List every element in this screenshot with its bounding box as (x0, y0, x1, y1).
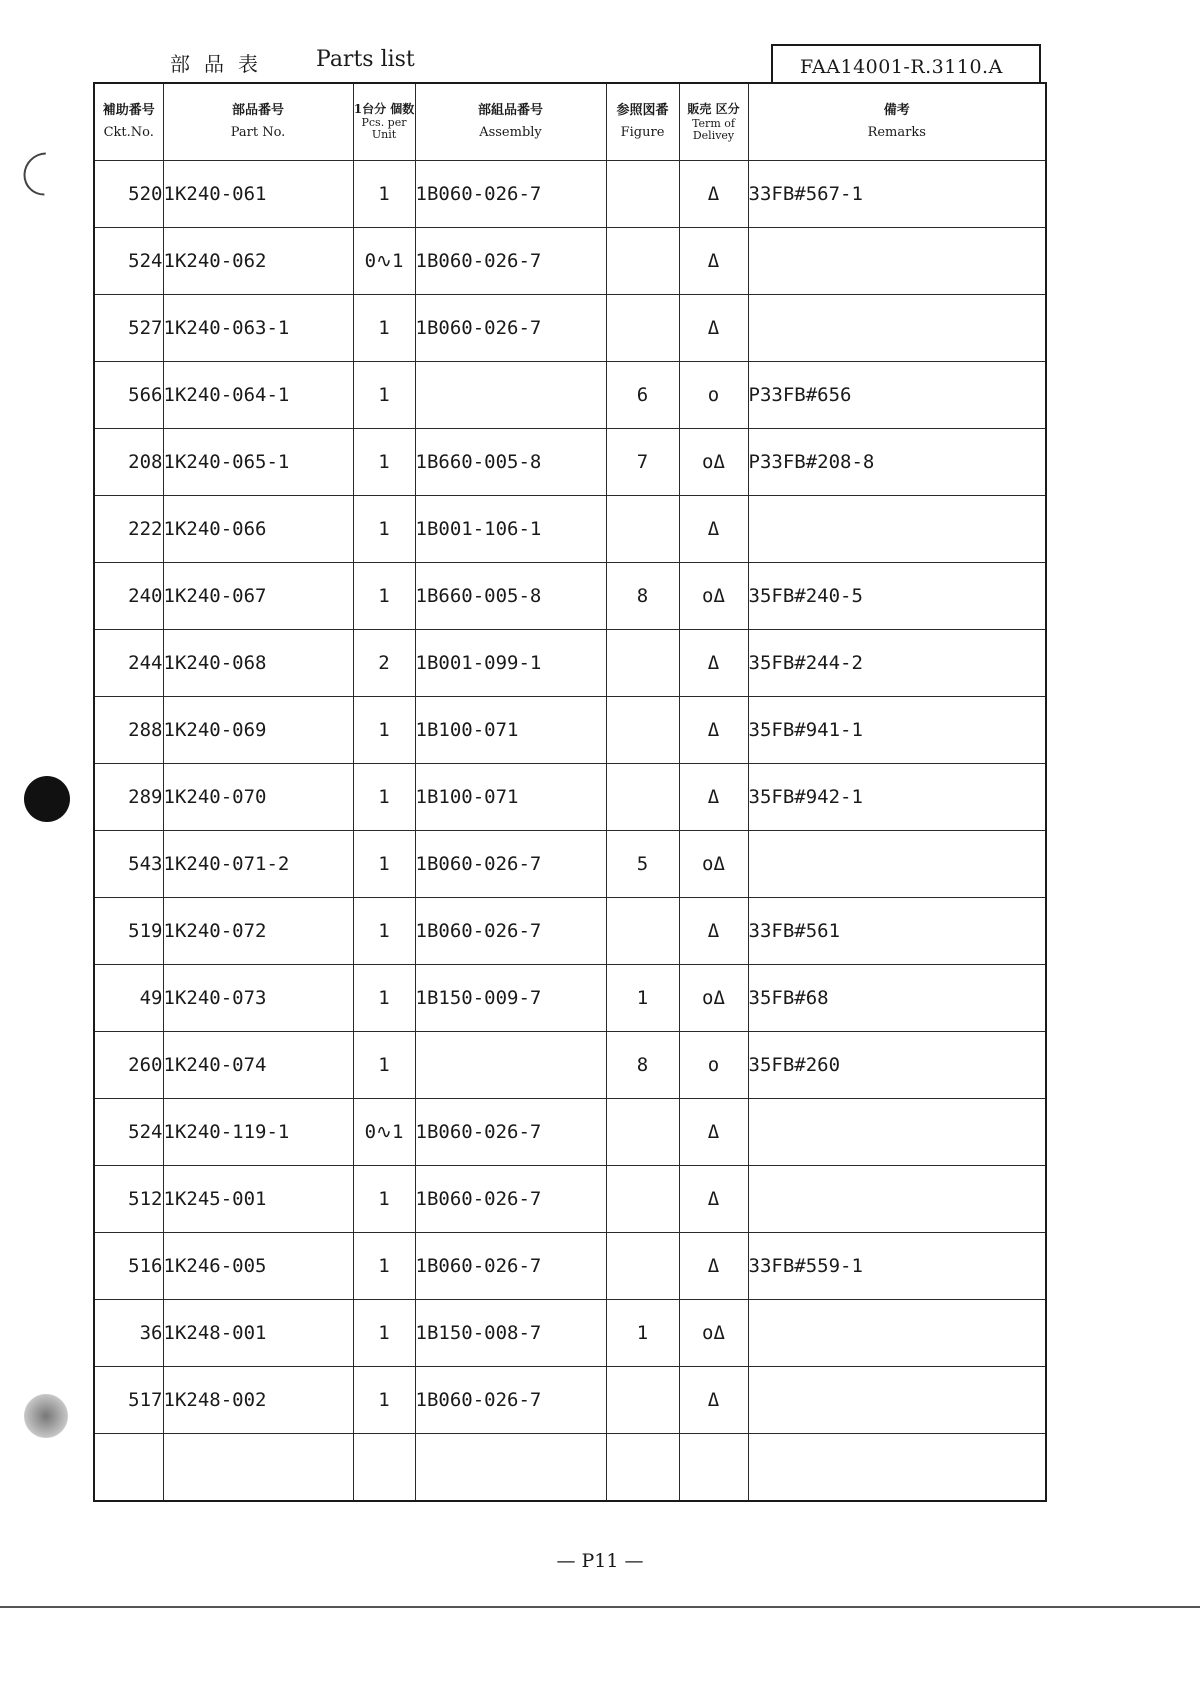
table-row (94, 496, 1046, 563)
part-no-cell: 1K240-066 (163, 496, 353, 563)
term-of-delivery-cell: Δ (679, 161, 748, 228)
pcs-per-unit-cell: 1 (353, 965, 415, 1032)
assembly-cell: 1B001-099-1 (415, 630, 606, 697)
figure-cell: 7 (606, 429, 679, 496)
ckt-no-cell: 49 (94, 965, 163, 1032)
figure-cell: 8 (606, 1032, 679, 1099)
assembly-cell: 1B060-026-7 (415, 1233, 606, 1300)
term-of-delivery-cell: Δ (679, 1367, 748, 1434)
remarks-cell: 33FB#559-1 (748, 1233, 1046, 1300)
table-row (94, 1300, 1046, 1367)
part-no-cell: 1K240-071-2 (163, 831, 353, 898)
assembly-cell: 1B060-026-7 (415, 161, 606, 228)
part-no-cell: 1K248-002 (163, 1367, 353, 1434)
assembly-cell: 1B660-005-8 (415, 563, 606, 630)
remarks-cell: 35FB#68 (748, 965, 1046, 1032)
table-row (94, 697, 1046, 764)
term-of-delivery-cell (679, 1434, 748, 1502)
part-no-cell: 1K240-069 (163, 697, 353, 764)
remarks-cell (748, 831, 1046, 898)
term-of-delivery-cell: Δ (679, 1099, 748, 1166)
table-row (94, 764, 1046, 831)
figure-cell (606, 697, 679, 764)
remarks-cell (748, 1099, 1046, 1166)
table-row (94, 1099, 1046, 1166)
pcs-per-unit-cell: 1 (353, 563, 415, 630)
figure-cell (606, 161, 679, 228)
term-of-delivery-cell: Δ (679, 228, 748, 295)
remarks-cell: 35FB#260 (748, 1032, 1046, 1099)
ckt-no-cell: 260 (94, 1032, 163, 1099)
part-no-cell: 1K240-070 (163, 764, 353, 831)
figure-cell: 1 (606, 965, 679, 1032)
assembly-cell (415, 1434, 606, 1502)
ckt-no-cell: 208 (94, 429, 163, 496)
remarks-cell (748, 1434, 1046, 1502)
part-no-cell: 1K240-068 (163, 630, 353, 697)
ckt-no-cell: 524 (94, 228, 163, 295)
term-of-delivery-cell: oΔ (679, 831, 748, 898)
term-of-delivery-cell: Δ (679, 764, 748, 831)
remarks-cell: 35FB#244-2 (748, 630, 1046, 697)
table-row (94, 429, 1046, 496)
term-of-delivery-cell: oΔ (679, 1300, 748, 1367)
term-of-delivery-cell: Δ (679, 630, 748, 697)
term-of-delivery-cell: Δ (679, 1233, 748, 1300)
pcs-per-unit-cell: 1 (353, 429, 415, 496)
ckt-no-cell: 36 (94, 1300, 163, 1367)
pcs-per-unit-cell: 1 (353, 1367, 415, 1434)
footer-rule (0, 1606, 1200, 1608)
assembly-cell: 1B150-008-7 (415, 1300, 606, 1367)
table-row (94, 1233, 1046, 1300)
figure-cell (606, 1367, 679, 1434)
assembly-cell (415, 1032, 606, 1099)
pcs-per-unit-cell: 1 (353, 764, 415, 831)
ckt-no-cell: 566 (94, 362, 163, 429)
figure-cell: 8 (606, 563, 679, 630)
remarks-cell (748, 295, 1046, 362)
figure-cell (606, 898, 679, 965)
assembly-cell: 1B060-026-7 (415, 1099, 606, 1166)
table-header-row (94, 83, 1046, 161)
binder-hole-punched (24, 776, 70, 822)
part-no-cell: 1K240-062 (163, 228, 353, 295)
term-of-delivery-cell: oΔ (679, 965, 748, 1032)
ckt-no-cell: 543 (94, 831, 163, 898)
part-no-cell: 1K240-063-1 (163, 295, 353, 362)
term-of-delivery-cell: o (679, 1032, 748, 1099)
figure-cell (606, 630, 679, 697)
part-no-cell: 1K240-074 (163, 1032, 353, 1099)
table-row (94, 898, 1046, 965)
remarks-cell (748, 1166, 1046, 1233)
binder-hole-smudged (24, 1394, 68, 1438)
pcs-per-unit-cell: 1 (353, 697, 415, 764)
table-row (94, 228, 1046, 295)
ckt-no-cell: 527 (94, 295, 163, 362)
term-of-delivery-cell: Δ (679, 496, 748, 563)
pcs-per-unit-cell: 1 (353, 898, 415, 965)
page-title-en: Parts list (316, 47, 415, 72)
assembly-cell: 1B060-026-7 (415, 1367, 606, 1434)
term-of-delivery-cell: Δ (679, 898, 748, 965)
term-of-delivery-cell: Δ (679, 697, 748, 764)
ckt-no-cell: 516 (94, 1233, 163, 1300)
assembly-cell: 1B100-071 (415, 697, 606, 764)
parts-table (93, 82, 1047, 1502)
term-of-delivery-cell: o (679, 362, 748, 429)
pcs-per-unit-cell: 1 (353, 1032, 415, 1099)
figure-cell (606, 228, 679, 295)
figure-cell: 6 (606, 362, 679, 429)
ckt-no-cell: 520 (94, 161, 163, 228)
pcs-per-unit-cell (353, 1434, 415, 1502)
binder-hole-outline (15, 144, 76, 205)
remarks-cell: 35FB#942-1 (748, 764, 1046, 831)
remarks-cell: 33FB#567-1 (748, 161, 1046, 228)
assembly-cell: 1B001-106-1 (415, 496, 606, 563)
assembly-cell (415, 362, 606, 429)
document-number: FAA14001-R.3110.A (771, 44, 1041, 82)
remarks-cell: 35FB#240-5 (748, 563, 1046, 630)
part-no-cell: 1K240-119-1 (163, 1099, 353, 1166)
remarks-cell: 35FB#941-1 (748, 697, 1046, 764)
col-part-no: 部品番号 Part No. (163, 83, 353, 161)
figure-cell (606, 764, 679, 831)
assembly-cell: 1B060-026-7 (415, 295, 606, 362)
assembly-cell: 1B660-005-8 (415, 429, 606, 496)
remarks-cell (748, 1367, 1046, 1434)
remarks-cell (748, 228, 1046, 295)
table-row (94, 1434, 1046, 1502)
pcs-per-unit-cell: 0∿1 (353, 1099, 415, 1166)
col-pcs-per-unit: 1台分 個数 Pcs. per Unit (353, 83, 415, 161)
col-ckt-no: 補助番号 Ckt.No. (94, 83, 163, 161)
table-row (94, 563, 1046, 630)
col-figure: 参照図番 Figure (606, 83, 679, 161)
figure-cell (606, 1166, 679, 1233)
pcs-per-unit-cell: 1 (353, 1300, 415, 1367)
part-no-cell: 1K245-001 (163, 1166, 353, 1233)
col-assembly: 部組品番号 Assembly (415, 83, 606, 161)
page-number: — P11 — (556, 1550, 644, 1572)
part-no-cell: 1K240-064-1 (163, 362, 353, 429)
ckt-no-cell (94, 1434, 163, 1502)
remarks-cell (748, 496, 1046, 563)
remarks-cell: P33FB#208-8 (748, 429, 1046, 496)
pcs-per-unit-cell: 1 (353, 1166, 415, 1233)
assembly-cell: 1B060-026-7 (415, 898, 606, 965)
ckt-no-cell: 512 (94, 1166, 163, 1233)
term-of-delivery-cell: Δ (679, 1166, 748, 1233)
page-title-ja: 部品表 (170, 52, 272, 76)
figure-cell (606, 496, 679, 563)
figure-cell: 1 (606, 1300, 679, 1367)
assembly-cell: 1B150-009-7 (415, 965, 606, 1032)
part-no-cell: 1K240-072 (163, 898, 353, 965)
part-no-cell: 1K240-073 (163, 965, 353, 1032)
part-no-cell: 1K240-061 (163, 161, 353, 228)
ckt-no-cell: 519 (94, 898, 163, 965)
col-remarks: 備考 Remarks (748, 83, 1046, 161)
part-no-cell: 1K246-005 (163, 1233, 353, 1300)
table-row (94, 161, 1046, 228)
pcs-per-unit-cell: 1 (353, 1233, 415, 1300)
pcs-per-unit-cell: 1 (353, 362, 415, 429)
ckt-no-cell: 222 (94, 496, 163, 563)
remarks-cell: P33FB#656 (748, 362, 1046, 429)
figure-cell (606, 1099, 679, 1166)
part-no-cell (163, 1434, 353, 1502)
table-row (94, 1032, 1046, 1099)
assembly-cell: 1B060-026-7 (415, 831, 606, 898)
table-row (94, 965, 1046, 1032)
ckt-no-cell: 517 (94, 1367, 163, 1434)
pcs-per-unit-cell: 1 (353, 831, 415, 898)
ckt-no-cell: 289 (94, 764, 163, 831)
part-no-cell: 1K248-001 (163, 1300, 353, 1367)
figure-cell (606, 1233, 679, 1300)
table-row (94, 831, 1046, 898)
ckt-no-cell: 524 (94, 1099, 163, 1166)
figure-cell (606, 1434, 679, 1502)
part-no-cell: 1K240-065-1 (163, 429, 353, 496)
assembly-cell: 1B060-026-7 (415, 228, 606, 295)
pcs-per-unit-cell: 1 (353, 161, 415, 228)
table-row (94, 295, 1046, 362)
table-row (94, 1367, 1046, 1434)
table-row (94, 1166, 1046, 1233)
ckt-no-cell: 244 (94, 630, 163, 697)
pcs-per-unit-cell: 1 (353, 496, 415, 563)
table-row (94, 362, 1046, 429)
table-row (94, 630, 1046, 697)
term-of-delivery-cell: oΔ (679, 563, 748, 630)
term-of-delivery-cell: oΔ (679, 429, 748, 496)
assembly-cell: 1B060-026-7 (415, 1166, 606, 1233)
pcs-per-unit-cell: 1 (353, 295, 415, 362)
ckt-no-cell: 288 (94, 697, 163, 764)
assembly-cell: 1B100-071 (415, 764, 606, 831)
part-no-cell: 1K240-067 (163, 563, 353, 630)
col-term-of-delivery: 販売 区分 Term of Delivey (679, 83, 748, 161)
pcs-per-unit-cell: 2 (353, 630, 415, 697)
ckt-no-cell: 240 (94, 563, 163, 630)
remarks-cell (748, 1300, 1046, 1367)
term-of-delivery-cell: Δ (679, 295, 748, 362)
figure-cell: 5 (606, 831, 679, 898)
pcs-per-unit-cell: 0∿1 (353, 228, 415, 295)
figure-cell (606, 295, 679, 362)
remarks-cell: 33FB#561 (748, 898, 1046, 965)
